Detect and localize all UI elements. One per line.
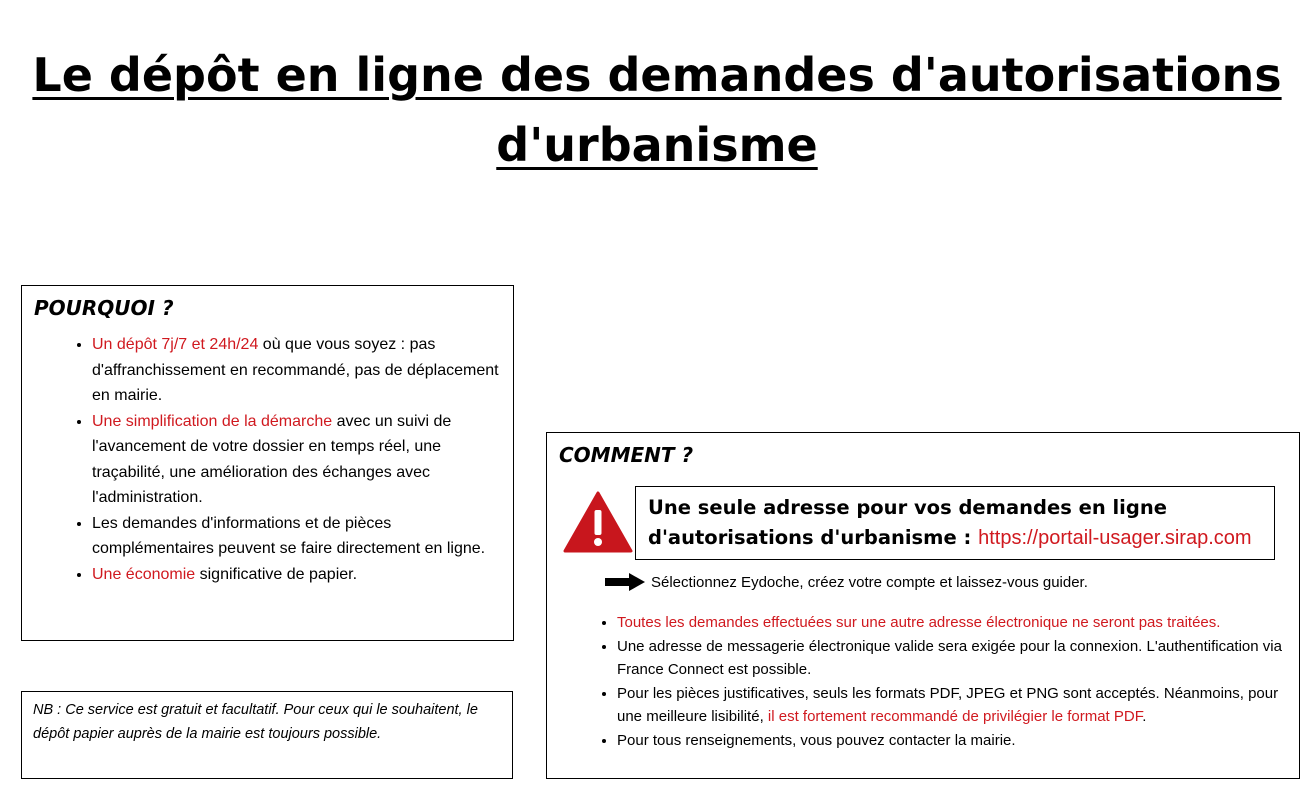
list-item (617, 729, 1297, 753)
list-item (617, 635, 1297, 682)
list-item (617, 682, 1297, 729)
pourquoi-heading: POURQUOI ? (34, 296, 174, 320)
warning-triangle-icon (563, 491, 633, 553)
item-text: avec un suivi de l'avancement de votre dossier en temps réel, une traçabilité, une amélioration des échanges avec l'administration. (92, 412, 452, 506)
portal-address-box (635, 486, 1275, 560)
portal-url-link[interactable]: https://portail-usager.sirap.com (978, 527, 1252, 549)
list-item (617, 611, 1297, 635)
list-item (92, 332, 501, 409)
address-label: Une seule adresse pour vos demandes en ligne d'autorisations d'urbanisme : (648, 496, 1167, 549)
pourquoi-box (21, 285, 514, 641)
highlight-text: Un dépôt 7j/7 et 24h/24 (92, 336, 259, 353)
page-title (0, 40, 1314, 180)
comment-list (559, 611, 1297, 753)
title-line-1: Le dépôt en ligne des demandes d'autorisations (32, 48, 1282, 102)
comment-heading: COMMENT ? (559, 443, 694, 467)
pourquoi-list (34, 332, 501, 587)
item-text: Pour les pièces justificatives, seuls les formats PDF, JPEG et PNG sont acceptés. Néanmoins, pour une meilleure lisibilité, (617, 684, 1279, 726)
item-text: . (1142, 708, 1147, 726)
highlight-text: il est fortement recommandé de privilégier le format PDF (767, 708, 1143, 726)
title-line-2: d'urbanisme (496, 118, 818, 172)
instruction-text: Sélectionnez Eydoche, créez votre compte et laissez-vous guider. (651, 573, 1088, 591)
highlight-text: Toutes les demandes effectuées sur une autre adresse électronique ne seront pas traitées. (617, 614, 1221, 631)
highlight-text: Une simplification de la démarche (92, 412, 333, 430)
highlight-text: Une économie (92, 565, 196, 583)
list-item (92, 562, 501, 588)
item-text: Les demandes d'informations et de pièces complémentaires peuvent se faire directement en ligne. (92, 514, 486, 557)
item-text: Pour tous renseignements, vous pouvez contacter la mairie. (617, 731, 1016, 749)
item-text: Une adresse de messagerie électronique valide sera exigée pour la connexion. L'authentification via France Connect est possible. (617, 637, 1282, 679)
list-item (92, 409, 501, 511)
list-item (92, 511, 501, 562)
arrow-right-icon (605, 573, 645, 591)
item-text: significative de papier. (195, 565, 358, 583)
item-text: où que vous soyez : pas d'affranchissement en recommandé, pas de déplacement en mairie. (92, 336, 499, 404)
comment-box (546, 432, 1300, 779)
nb-note-box (21, 691, 513, 779)
instruction-line (605, 573, 1088, 591)
nb-note-text: NB : Ce service est gratuit et facultatif. Pour ceux qui le souhaitent, le dépôt papier auprès de la mairie est toujours possible. (33, 702, 478, 742)
